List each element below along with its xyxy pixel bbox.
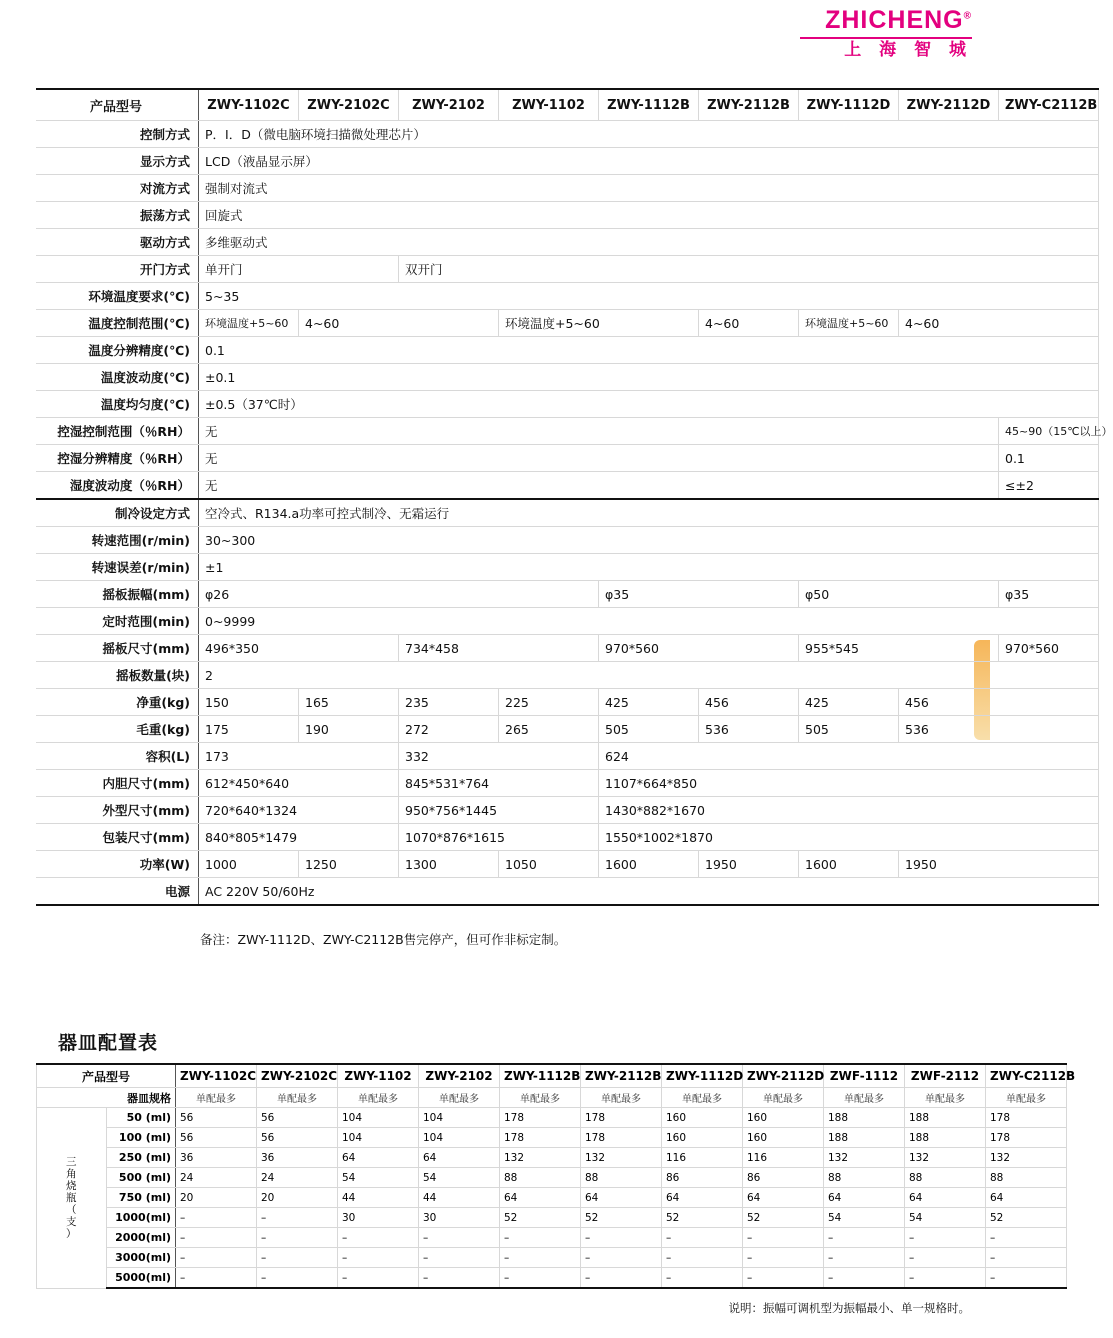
spec-cell: 425 (799, 689, 899, 716)
ware-cell: – (905, 1228, 986, 1248)
ware-model-header: ZWY-2112B (581, 1064, 662, 1088)
spec-cell: 536 (699, 716, 799, 743)
spec-row (36, 148, 1099, 175)
spec-row (36, 472, 1099, 500)
ware-cell: 188 (905, 1108, 986, 1128)
ware-cell: 132 (500, 1148, 581, 1168)
spec-row (36, 635, 1099, 662)
spec-cell: 1050 (499, 851, 599, 878)
ware-cell: 54 (419, 1168, 500, 1188)
ware-cell: 30 (338, 1208, 419, 1228)
spec-row-label: 控湿控制范围（％RH） (36, 418, 199, 445)
spec-row-label: 显示方式 (36, 148, 199, 175)
ware-cell: – (257, 1228, 338, 1248)
ware-model-header: ZWY-2102 (419, 1064, 500, 1088)
spec-cell: 190 (299, 716, 399, 743)
ware-cell: – (662, 1268, 743, 1289)
logo-divider (800, 37, 972, 39)
brand-logo (800, 8, 972, 59)
ware-cell: 104 (419, 1128, 500, 1148)
ware-cell: 178 (500, 1128, 581, 1148)
spec-cell: 272 (399, 716, 499, 743)
spec-row-label: 控湿分辨精度（％RH） (36, 445, 199, 472)
spec-cell: 2 (199, 662, 1099, 689)
ware-cell: 64 (986, 1188, 1067, 1208)
spec-row (36, 499, 1099, 527)
ware-table-title: 器皿配置表 (58, 1032, 159, 1054)
spec-cell: 单开门 (199, 256, 399, 283)
ware-model-header: ZWY-1102 (338, 1064, 419, 1088)
spec-cell: 624 (599, 743, 1099, 770)
spec-cell: 无 (199, 445, 999, 472)
ware-cell: 44 (338, 1188, 419, 1208)
ware-cell: – (419, 1248, 500, 1268)
spec-row-label: 控制方式 (36, 121, 199, 148)
spec-cell: 840*805*1479 (199, 824, 399, 851)
ware-cell: 64 (419, 1148, 500, 1168)
spec-row-label: 温度控制范围(℃) (36, 310, 199, 337)
spec-row (36, 878, 1099, 906)
ware-cell: 160 (662, 1108, 743, 1128)
ware-cell: 132 (824, 1148, 905, 1168)
spec-row-label: 温度分辨精度(℃) (36, 337, 199, 364)
ware-row (37, 1168, 1067, 1188)
ware-explain: 说明：振幅可调机型为振幅最小、单一规格时。 (728, 1301, 970, 1315)
spec-note: 备注：ZWY-1112D、ZWY-C2112B售完停产，但可作非标定制。 (200, 932, 567, 947)
spec-header-row (36, 89, 1099, 121)
spec-row (36, 662, 1099, 689)
ware-size-label: 750 (ml) (106, 1188, 176, 1208)
spec-row (36, 770, 1099, 797)
spec-cell: 1000 (199, 851, 299, 878)
spec-header-label: 产品型号 (36, 89, 199, 121)
spec-cell: 173 (199, 743, 399, 770)
ware-cell: 64 (581, 1188, 662, 1208)
spec-cell: 1950 (899, 851, 1099, 878)
spec-cell: 30~300 (199, 527, 1099, 554)
ware-cell: 44 (419, 1188, 500, 1208)
ware-cell: 54 (338, 1168, 419, 1188)
ware-cell: 52 (662, 1208, 743, 1228)
ware-size-label: 1000(ml) (106, 1208, 176, 1228)
ware-cell: 188 (824, 1128, 905, 1148)
ware-sub-label: 单配最多 (500, 1088, 581, 1108)
spec-cell: ≤±2 (999, 472, 1099, 500)
ware-cell: – (662, 1248, 743, 1268)
spec-cell: P．I．D（微电脑环境扫描微处理芯片） (199, 121, 1099, 148)
ware-cell: 20 (257, 1188, 338, 1208)
spec-row-label: 净重(kg) (36, 689, 199, 716)
ware-cell: 104 (338, 1128, 419, 1148)
ware-model-header: ZWY-2102C (257, 1064, 338, 1088)
ware-model-header: ZWY-1112D (662, 1064, 743, 1088)
ware-cell: 56 (257, 1108, 338, 1128)
spec-cell: 496*350 (199, 635, 399, 662)
ware-sub-label: 单配最多 (257, 1088, 338, 1108)
ware-cell: 88 (986, 1168, 1067, 1188)
registered-mark-icon: ® (963, 10, 972, 22)
spec-cell: 1430*882*1670 (599, 797, 1099, 824)
ware-cell: – (338, 1248, 419, 1268)
spec-cell: 无 (199, 418, 999, 445)
ware-cell: 188 (824, 1108, 905, 1128)
spec-row-label: 定时范围(min) (36, 608, 199, 635)
ware-row (37, 1268, 1067, 1289)
ware-size-label: 500 (ml) (106, 1168, 176, 1188)
ware-cell: – (824, 1268, 905, 1289)
ware-cell: – (500, 1268, 581, 1289)
spec-row-label: 湿度波动度（％RH） (36, 472, 199, 500)
spec-row-label: 开门方式 (36, 256, 199, 283)
ware-cell: 54 (905, 1208, 986, 1228)
spec-cell: φ50 (799, 581, 999, 608)
spec-cell: 4~60 (299, 310, 499, 337)
spec-model-header: ZWY-2112B (699, 89, 799, 121)
spec-cell: ±1 (199, 554, 1099, 581)
spec-cell: 0.1 (199, 337, 1099, 364)
ware-cell: 52 (581, 1208, 662, 1228)
spec-cell: LCD（液晶显示屏） (199, 148, 1099, 175)
ware-cell: – (986, 1248, 1067, 1268)
ware-cell: 64 (905, 1188, 986, 1208)
spec-row (36, 554, 1099, 581)
spec-row (36, 743, 1099, 770)
ware-model-header: ZWF-1112 (824, 1064, 905, 1088)
spec-row-label: 摇板振幅(mm) (36, 581, 199, 608)
spec-cell: 720*640*1324 (199, 797, 399, 824)
ware-cell: 56 (176, 1128, 257, 1148)
spec-cell: 845*531*764 (399, 770, 599, 797)
spec-row (36, 391, 1099, 418)
spec-cell: 1550*1002*1870 (599, 824, 1099, 851)
spec-cell: 955*545 (799, 635, 999, 662)
ware-model-header: ZWY-2112D (743, 1064, 824, 1088)
spec-row-label: 外型尺寸(mm) (36, 797, 199, 824)
ware-size-label: 5000(ml) (106, 1268, 176, 1289)
spec-row-label: 对流方式 (36, 175, 199, 202)
spec-row (36, 121, 1099, 148)
ware-cell: 104 (338, 1108, 419, 1128)
ware-cell: – (419, 1268, 500, 1289)
spec-cell: 505 (599, 716, 699, 743)
ware-cell: 160 (743, 1128, 824, 1148)
ware-cell: – (743, 1248, 824, 1268)
spec-cell: 536 (899, 716, 1099, 743)
ware-cell: – (176, 1248, 257, 1268)
spec-cell: φ35 (999, 581, 1099, 608)
spec-row-label: 摇板数量(块) (36, 662, 199, 689)
spec-cell: 456 (899, 689, 1099, 716)
ware-cell: 86 (743, 1168, 824, 1188)
ware-header-label: 产品型号 (37, 1064, 176, 1088)
ware-row (37, 1148, 1067, 1168)
spec-cell: 150 (199, 689, 299, 716)
spec-cell: 612*450*640 (199, 770, 399, 797)
spec-row-label: 摇板尺寸(mm) (36, 635, 199, 662)
ware-cell: 178 (500, 1108, 581, 1128)
spec-row (36, 337, 1099, 364)
ware-model-header: ZWY-1112B (500, 1064, 581, 1088)
spec-row-label: 转速范围(r/min) (36, 527, 199, 554)
specification-table (36, 88, 1113, 906)
ware-cell: 64 (824, 1188, 905, 1208)
ware-row (37, 1228, 1067, 1248)
spec-cell: 强制对流式 (199, 175, 1099, 202)
spec-cell: 175 (199, 716, 299, 743)
ware-cell: 52 (500, 1208, 581, 1228)
ware-cell: – (905, 1268, 986, 1289)
spec-cell: φ26 (199, 581, 599, 608)
spec-model-header: ZWY-1112D (799, 89, 899, 121)
spec-row (36, 689, 1099, 716)
ware-cell: 54 (824, 1208, 905, 1228)
ware-cell: – (176, 1228, 257, 1248)
ware-model-header: ZWY-1102C (176, 1064, 257, 1088)
ware-cell: – (986, 1268, 1067, 1289)
ware-cell: – (338, 1228, 419, 1248)
ware-cell: 178 (986, 1108, 1067, 1128)
ware-sub-label: 单配最多 (338, 1088, 419, 1108)
ware-row (37, 1248, 1067, 1268)
spec-cell: 环境温度+5~60 (199, 310, 299, 337)
spec-cell: 265 (499, 716, 599, 743)
spec-cell: 45~90（15℃以上） (999, 418, 1099, 445)
ware-group-label: 三 角 烧 瓶 （ 支 ） (37, 1108, 107, 1289)
ware-header-row (37, 1064, 1067, 1088)
ware-model-header: ZWY-C2112B (986, 1064, 1067, 1088)
ware-spec-label: 器皿规格 (37, 1088, 176, 1108)
ware-cell: – (500, 1228, 581, 1248)
ware-sub-label: 单配最多 (581, 1088, 662, 1108)
spec-row (36, 175, 1099, 202)
ware-cell: – (905, 1248, 986, 1268)
ware-cell: 160 (743, 1108, 824, 1128)
spec-cell: 970*560 (999, 635, 1099, 662)
ware-cell: – (257, 1268, 338, 1289)
spec-cell: 235 (399, 689, 499, 716)
spec-cell: 回旋式 (199, 202, 1099, 229)
ware-size-label: 100 (ml) (106, 1128, 176, 1148)
brand-name-chinese: 上 海 智 城 (844, 40, 972, 60)
ware-cell: – (743, 1268, 824, 1289)
ware-row (37, 1188, 1067, 1208)
ware-cell: 88 (824, 1168, 905, 1188)
ware-cell: 188 (905, 1128, 986, 1148)
spec-row (36, 283, 1099, 310)
ware-model-header: ZWF-2112 (905, 1064, 986, 1088)
ware-cell: 20 (176, 1188, 257, 1208)
ware-cell: 64 (500, 1188, 581, 1208)
spec-cell: 4~60 (899, 310, 1099, 337)
spec-row-label: 温度波动度(℃) (36, 364, 199, 391)
ware-cell: 88 (500, 1168, 581, 1188)
ware-cell: 36 (257, 1148, 338, 1168)
spec-cell: 1070*876*1615 (399, 824, 599, 851)
spec-row (36, 364, 1099, 391)
ware-cell: 64 (662, 1188, 743, 1208)
spec-cell: ±0.1 (199, 364, 1099, 391)
ware-sub-label: 单配最多 (419, 1088, 500, 1108)
ware-cell: – (743, 1228, 824, 1248)
spec-model-header: ZWY-2102C (299, 89, 399, 121)
ware-sub-label: 单配最多 (905, 1088, 986, 1108)
ware-cell: 56 (257, 1128, 338, 1148)
spec-cell: 0.1 (999, 445, 1099, 472)
ware-cell: 88 (581, 1168, 662, 1188)
spec-row-label: 转速误差(r/min) (36, 554, 199, 581)
spec-row-label: 内胆尺寸(mm) (36, 770, 199, 797)
spec-model-header: ZWY-C2112B (999, 89, 1099, 121)
spec-cell: 1107*664*850 (599, 770, 1099, 797)
ware-sub-label: 单配最多 (176, 1088, 257, 1108)
ware-cell: 64 (743, 1188, 824, 1208)
spec-row (36, 310, 1099, 337)
ware-sub-label: 单配最多 (986, 1088, 1067, 1108)
spec-cell: 环境温度+5~60 (799, 310, 899, 337)
ware-cell: 132 (905, 1148, 986, 1168)
spec-cell: 950*756*1445 (399, 797, 599, 824)
ware-cell: 86 (662, 1168, 743, 1188)
ware-cell: – (824, 1228, 905, 1248)
spec-cell: 双开门 (399, 256, 1099, 283)
spec-row (36, 229, 1099, 256)
spec-row-label: 容积(L) (36, 743, 199, 770)
ware-cell: – (581, 1268, 662, 1289)
spec-cell: 970*560 (599, 635, 799, 662)
spec-row (36, 418, 1099, 445)
spec-cell: 空冷式、R134.a功率可控式制冷、无霜运行 (199, 499, 1099, 527)
ware-configuration-table (36, 1063, 1076, 1289)
ware-cell: 88 (905, 1168, 986, 1188)
ware-cell: – (257, 1208, 338, 1228)
ware-cell: 52 (986, 1208, 1067, 1228)
spec-cell: 1600 (599, 851, 699, 878)
spec-row (36, 824, 1099, 851)
ware-size-label: 2000(ml) (106, 1228, 176, 1248)
spec-model-header: ZWY-1102 (499, 89, 599, 121)
ware-cell: – (257, 1248, 338, 1268)
ware-cell: 132 (986, 1148, 1067, 1168)
ware-sub-label: 单配最多 (824, 1088, 905, 1108)
ware-size-label: 250 (ml) (106, 1148, 176, 1168)
ware-sub-label: 单配最多 (743, 1088, 824, 1108)
spec-cell: 环境温度+5~60 (499, 310, 699, 337)
spec-table-container (36, 88, 1113, 906)
ware-size-label: 3000(ml) (106, 1248, 176, 1268)
ware-cell: – (581, 1248, 662, 1268)
ware-cell: – (986, 1228, 1067, 1248)
spec-cell: 5~35 (199, 283, 1099, 310)
ware-cell: – (662, 1228, 743, 1248)
spec-row-label: 电源 (36, 878, 199, 906)
spec-row (36, 797, 1099, 824)
spec-cell: 1600 (799, 851, 899, 878)
spec-cell: 165 (299, 689, 399, 716)
spec-cell: AC 220V 50/60Hz (199, 878, 1099, 906)
ware-cell: – (581, 1228, 662, 1248)
ware-row (37, 1128, 1067, 1148)
ware-cell: 24 (176, 1168, 257, 1188)
ware-cell: 178 (986, 1128, 1067, 1148)
ware-size-label: 50 (ml) (106, 1108, 176, 1128)
spec-cell: 505 (799, 716, 899, 743)
spec-cell: 456 (699, 689, 799, 716)
spec-cell: 1300 (399, 851, 499, 878)
ware-cell: 104 (419, 1108, 500, 1128)
ware-cell: 30 (419, 1208, 500, 1228)
ware-cell: 36 (176, 1148, 257, 1168)
spec-model-header: ZWY-1112B (599, 89, 699, 121)
spec-cell: 无 (199, 472, 999, 500)
spec-row-label: 驱动方式 (36, 229, 199, 256)
ware-table-container (36, 1063, 1076, 1289)
ware-row (37, 1108, 1067, 1128)
spec-row (36, 716, 1099, 743)
spec-cell: 0~9999 (199, 608, 1099, 635)
spec-cell: ±0.5（37℃时） (199, 391, 1099, 418)
ware-cell: 56 (176, 1108, 257, 1128)
spec-row (36, 256, 1099, 283)
spec-cell: 1950 (699, 851, 799, 878)
spec-row (36, 527, 1099, 554)
ware-cell: – (419, 1228, 500, 1248)
ware-cell: 178 (581, 1108, 662, 1128)
ware-cell: 116 (662, 1148, 743, 1168)
spec-row (36, 445, 1099, 472)
spec-cell: 4~60 (699, 310, 799, 337)
spec-cell: 332 (399, 743, 599, 770)
spec-row (36, 581, 1099, 608)
ware-cell: – (824, 1248, 905, 1268)
spec-cell: φ35 (599, 581, 799, 608)
brand-name: ZHICHENG® (825, 6, 972, 34)
ware-cell: – (338, 1268, 419, 1289)
ware-sub-label: 单配最多 (662, 1088, 743, 1108)
ware-cell: 160 (662, 1128, 743, 1148)
ware-cell: 24 (257, 1168, 338, 1188)
spec-row (36, 851, 1099, 878)
spec-row (36, 202, 1099, 229)
ware-cell: 116 (743, 1148, 824, 1168)
ware-row (37, 1208, 1067, 1228)
spec-cell: 425 (599, 689, 699, 716)
ware-cell: – (176, 1208, 257, 1228)
spec-cell: 1250 (299, 851, 399, 878)
spec-model-header: ZWY-2102 (399, 89, 499, 121)
spec-row-label: 功率(W) (36, 851, 199, 878)
ware-cell: 64 (338, 1148, 419, 1168)
spec-row-label: 毛重(kg) (36, 716, 199, 743)
ware-cell: – (500, 1248, 581, 1268)
ware-subheader-row (37, 1088, 1067, 1108)
ware-cell: 52 (743, 1208, 824, 1228)
spec-row-label: 温度均匀度(℃) (36, 391, 199, 418)
spec-row-label: 环境温度要求(℃) (36, 283, 199, 310)
ware-cell: 132 (581, 1148, 662, 1168)
spec-model-header: ZWY-1102C (199, 89, 299, 121)
spec-cell: 225 (499, 689, 599, 716)
spec-row-label: 包装尺寸(mm) (36, 824, 199, 851)
spec-model-header: ZWY-2112D (899, 89, 999, 121)
spec-row-label: 制冷设定方式 (36, 499, 199, 527)
ware-cell: – (176, 1268, 257, 1289)
spec-row (36, 608, 1099, 635)
spec-cell: 多维驱动式 (199, 229, 1099, 256)
spec-cell: 734*458 (399, 635, 599, 662)
spec-row-label: 振荡方式 (36, 202, 199, 229)
ware-cell: 178 (581, 1128, 662, 1148)
